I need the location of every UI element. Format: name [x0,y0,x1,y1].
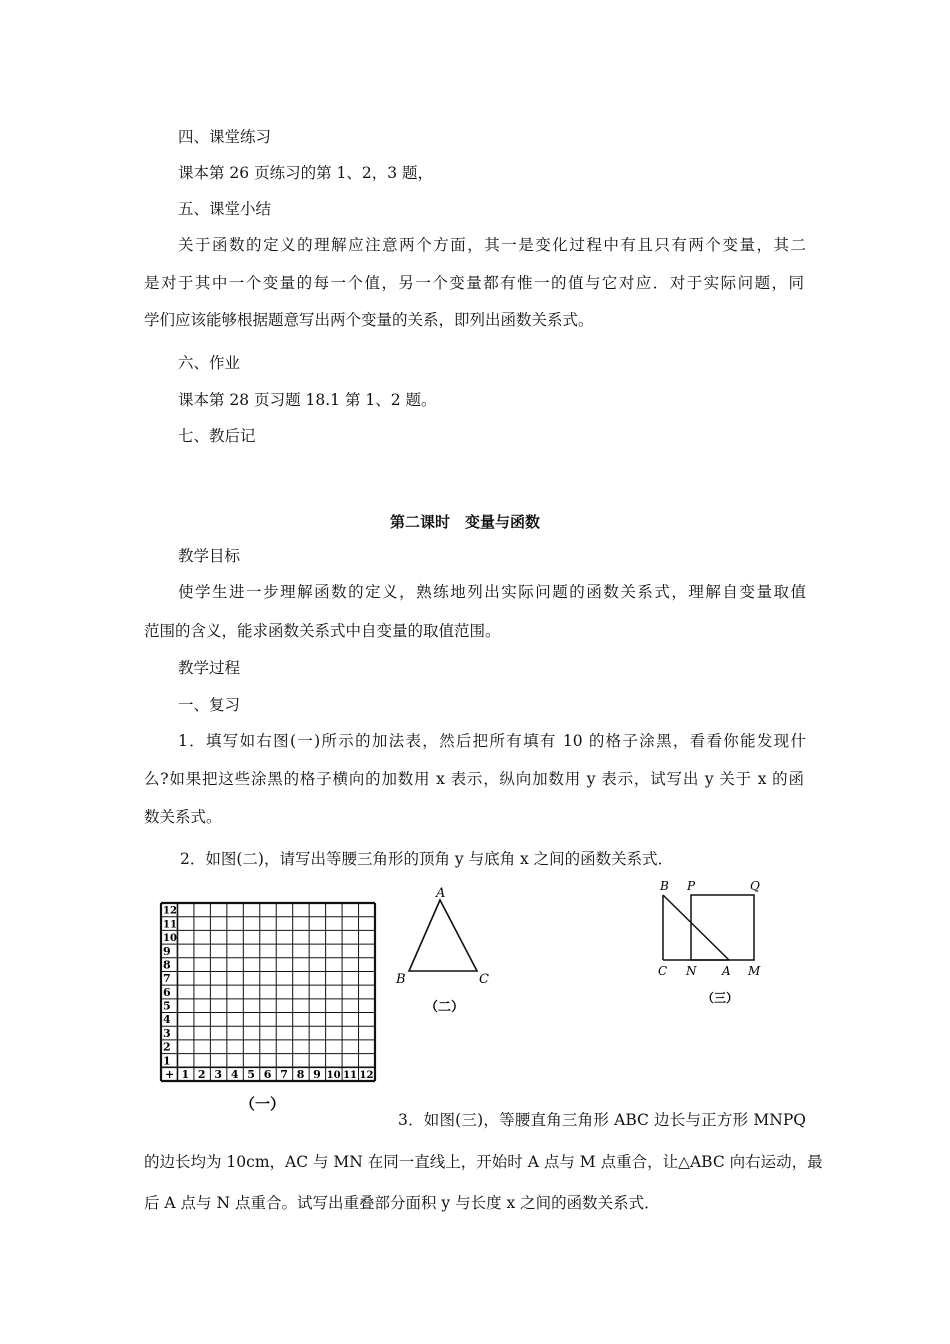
row-label: 11 [163,919,177,931]
col-label: 8 [296,1068,305,1081]
summary-line-3: 学们应该能够根据题意写出两个变量的关系，即列出函数关系式。 [144,311,594,329]
col-label: 3 [214,1068,223,1081]
row-label: 5 [163,999,171,1013]
vertex-c-label: C [479,972,489,987]
square-mnpq [691,895,754,960]
figure-addition-table [155,895,385,1120]
vertex-b-label: B [396,972,406,987]
row-label: 8 [163,958,171,972]
side-ab [663,895,729,960]
triangle-abc [409,900,477,971]
row-label: 1 [163,1054,171,1068]
summary-line-2: 是对于其中一个变量的每一个值，另一个变量都有惟一的值与它对应．对于实际问题，同 [144,274,804,292]
goal-line-2: 范围的含义，能求函数关系式中自变量的取值范围。 [144,622,501,640]
col-label: 2 [197,1068,206,1081]
goal-line-1: 使学生进一步理解函数的定义，熟练地列出实际问题的函数关系式，理解自变量取值 [178,583,806,601]
review-heading: 一、复习 [178,696,241,714]
question3-line-3: 后 A 点与 N 点重合。试写出重叠部分面积 y 与长度 x 之间的函数关系式． [144,1194,660,1212]
question3-line-2: 的边长均为 10cm，AC 与 MN 在同一直线上，开始时 A 点与 M 点重合，让△ABC 向右运动，最 [144,1153,823,1171]
row-label: 6 [163,985,171,999]
row-label: 2 [163,1040,171,1054]
addition-table-row-labels [163,906,177,1068]
figure1-caption: （一） [240,1095,286,1113]
process-heading: 教学过程 [178,659,241,677]
label-m: M [748,964,761,978]
col-label: 11 [343,1070,357,1081]
section-practice-heading: 四、课堂练习 [178,128,272,146]
label-c: C [658,964,668,978]
practice-text: 课本第 26 页练习的第 1、2，3 题， [178,164,434,182]
figure3-caption: （三） [702,991,739,1005]
addition-table-col-labels [165,1068,373,1081]
col-label: + [165,1068,175,1081]
label-q: Q [750,879,760,893]
section-summary-heading: 五、课堂小结 [178,200,272,218]
label-n: N [686,964,697,978]
figure2-caption: （二） [425,1000,465,1015]
figure-isosceles-triangle [393,885,503,1015]
addition-table-grid [161,903,375,1081]
row-label: 10 [163,933,177,945]
col-label: 10 [326,1070,341,1081]
lesson-title: 第二课时 变量与函数 [390,513,541,531]
row-label: 12 [163,905,177,917]
summary-line-1: 关于函数的定义的理解应注意两个方面，其一是变化过程中有且只有两个变量，其二 [178,236,806,254]
col-label: 12 [359,1070,374,1081]
section-reflection-heading: 七、教后记 [178,427,256,445]
goal-heading: 教学目标 [178,547,241,565]
col-label: 9 [313,1068,321,1081]
col-label: 4 [230,1068,239,1081]
question1-line-2: 么?如果把这些涂黑的格子横向的加数用 x 表示，纵向加数用 y 表示，试写出 y 关于 x 的函 [144,770,804,788]
label-b: B [660,879,669,893]
section-homework-heading: 六、作业 [178,354,241,372]
question2-text: 2．如图(二)，请写出等腰三角形的顶角 y 与底角 x 之间的函数关系式． [180,850,674,868]
col-label: 1 [181,1068,190,1081]
row-label: 4 [163,1013,171,1027]
vertex-a-label: A [436,886,446,901]
question3-line-1: 3．如图(三)，等腰直角三角形 ABC 边长与正方形 MNPQ [398,1111,806,1129]
label-a: A [722,964,731,978]
row-label: 9 [163,944,171,958]
question1-line-1: 1．填写如右图(一)所示的加法表，然后把所有填有 10 的格子涂黑，看看你能发现什 [178,732,806,750]
col-label: 5 [247,1068,255,1081]
figure-triangle-square [652,875,782,1010]
question1-line-3: 数关系式。 [144,808,222,826]
col-label: 6 [263,1068,272,1081]
row-label: 7 [163,972,171,986]
row-label: 3 [163,1026,171,1040]
col-label: 7 [280,1068,288,1081]
label-p: P [687,879,696,893]
homework-text: 课本第 28 页习题 18.1 第 1、2 题。 [178,391,437,409]
